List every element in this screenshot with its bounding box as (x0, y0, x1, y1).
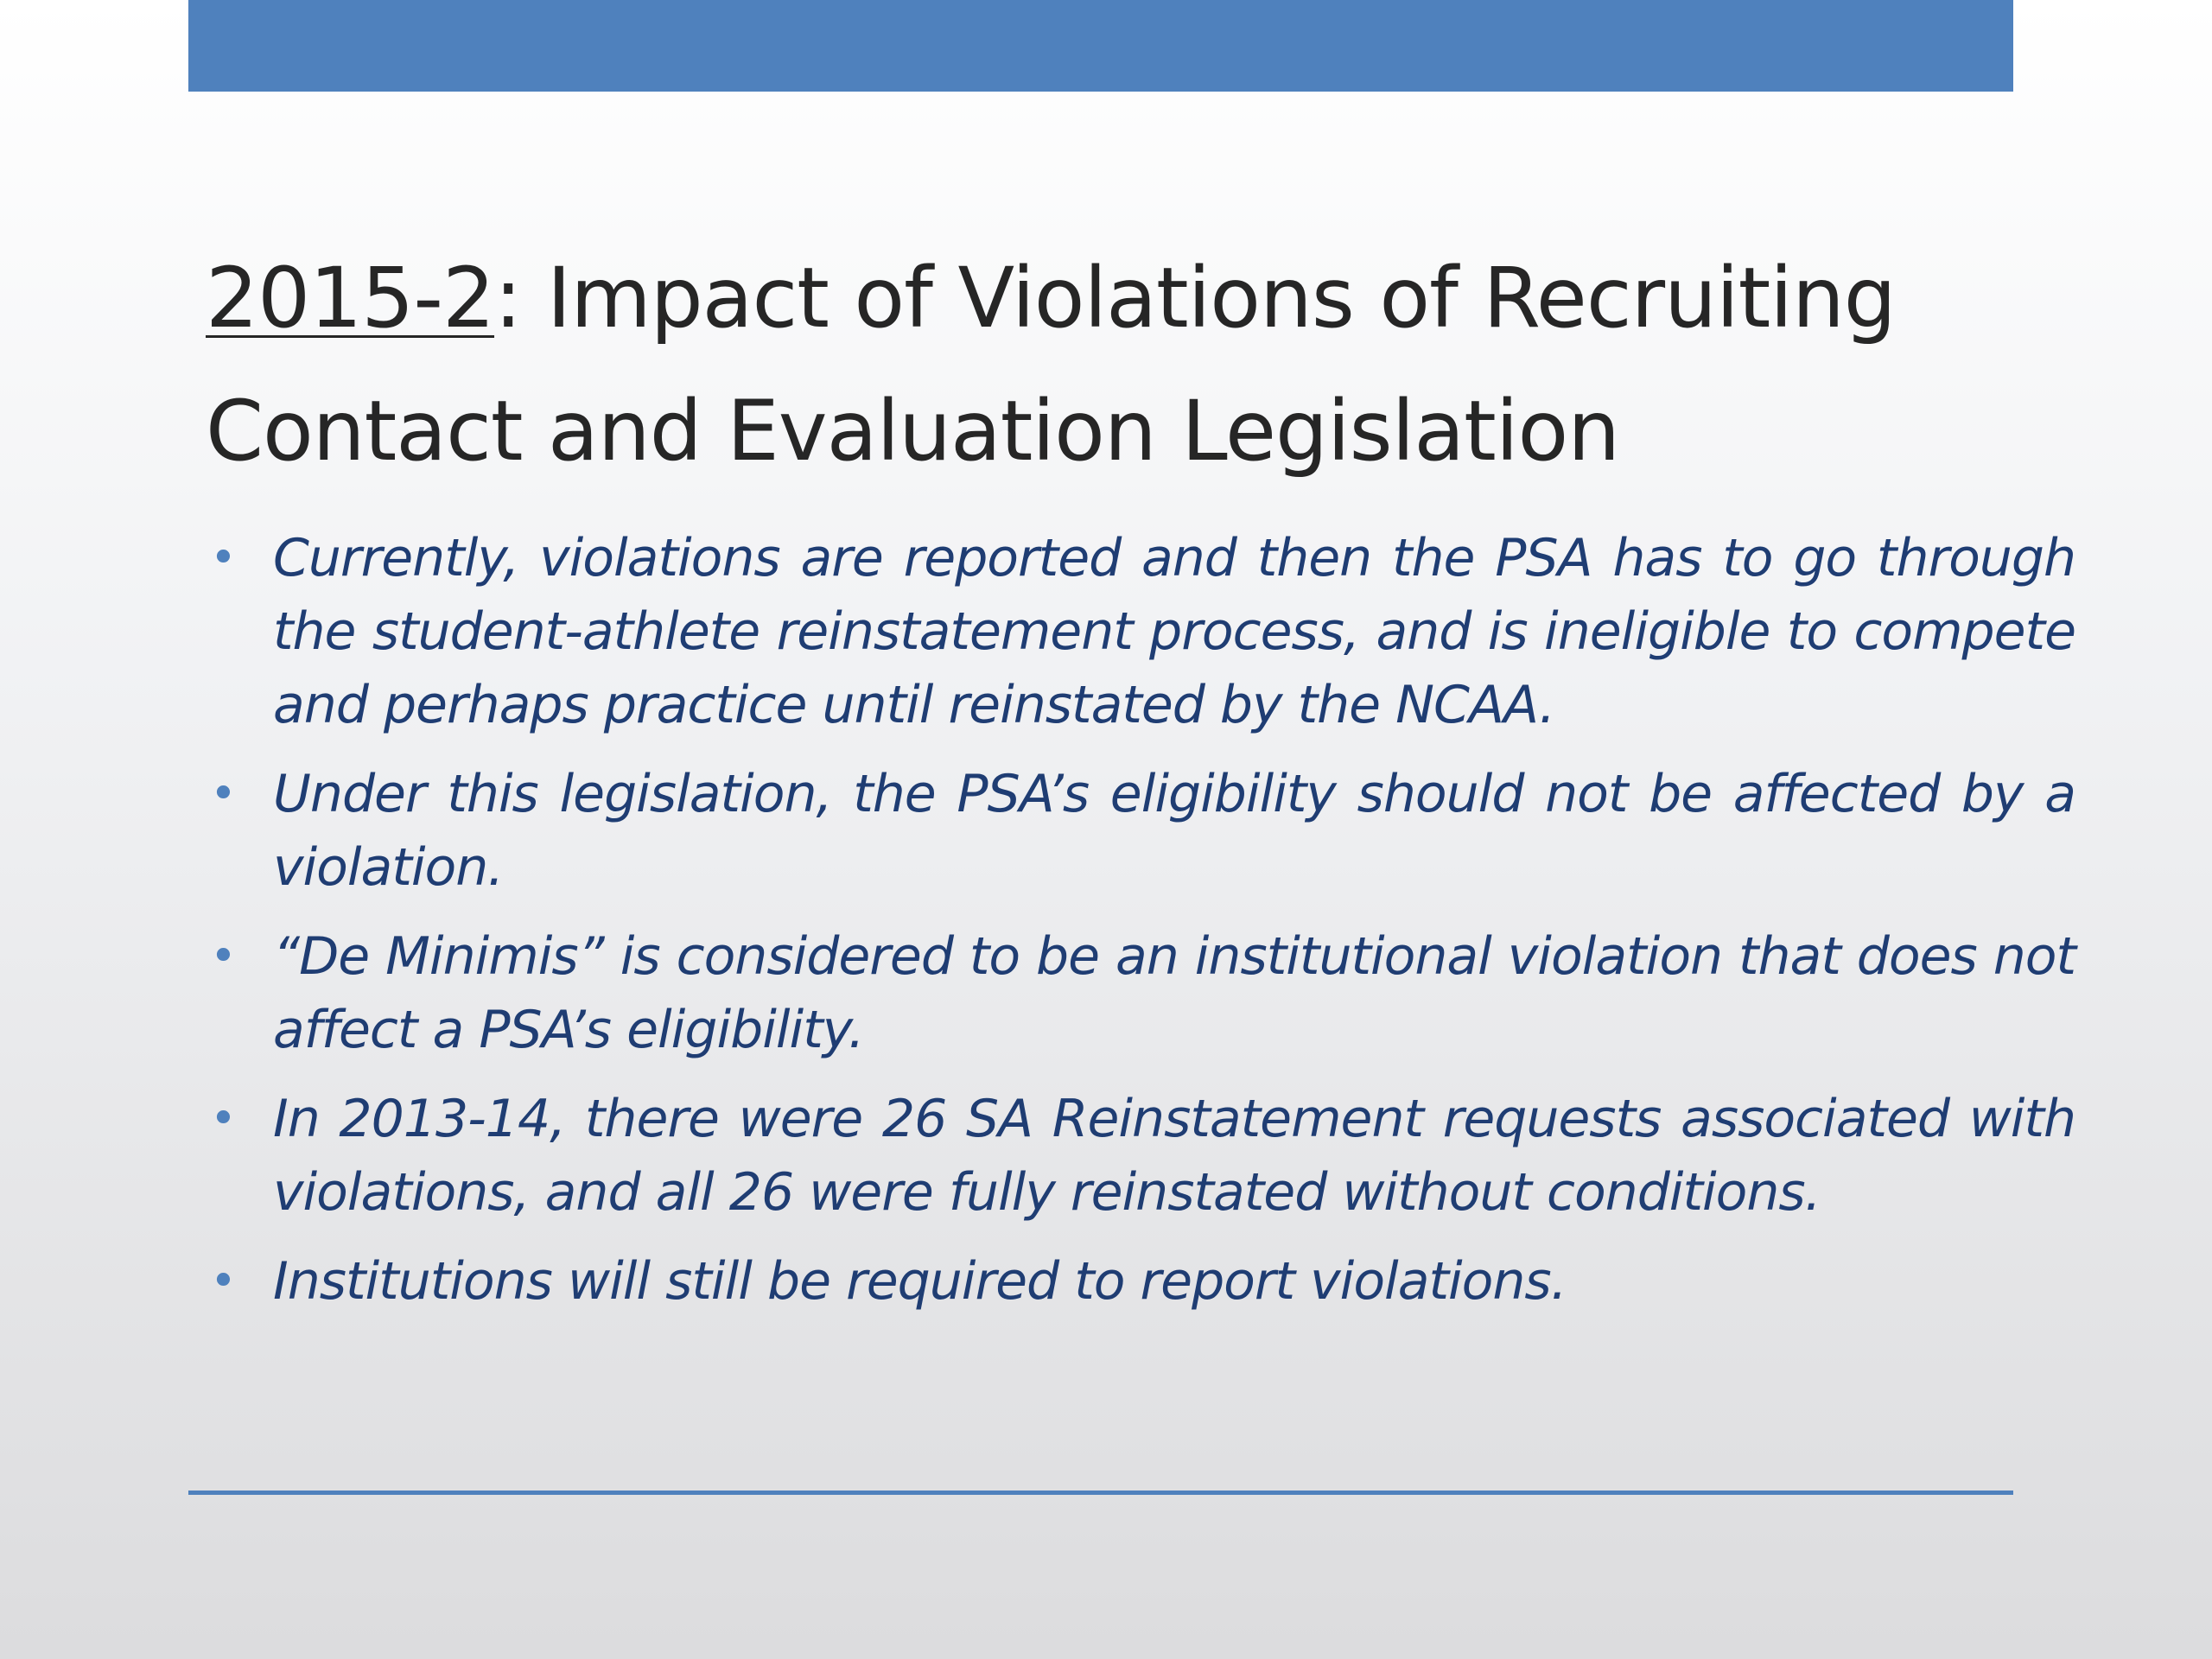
bullet-item (206, 758, 2075, 905)
bullet-item (206, 920, 2075, 1067)
bullet-icon: • (210, 931, 236, 982)
bullet-icon: • (210, 532, 236, 584)
slide-title (206, 232, 2141, 498)
bullet-icon: • (210, 768, 236, 820)
bullet-item (206, 1083, 2075, 1230)
bullet-text: “De Minimis” is considered to be an institutional violation that does not affect a PSA’s eligibility. (273, 926, 2075, 1060)
bullet-text: Institutions will still be required to report violations. (273, 1251, 1567, 1312)
bullet-text: Currently, violations are reported and then the PSA has to go through the student-athlete reinstatement process, and is ineligible to compete and perhaps practice until reinstated by the NCAA. (273, 528, 2075, 735)
bullet-icon: • (210, 1093, 236, 1145)
bullet-item (206, 1245, 2075, 1319)
bullet-text: In 2013-14, there were 26 SA Reinstatement requests associated with violations, and all 26 were fully reinstated without conditions. (273, 1089, 2075, 1223)
title-code-link[interactable]: 2015-2 (206, 250, 495, 346)
bullet-list (206, 522, 2075, 1334)
bottom-divider (188, 1491, 2013, 1495)
bullet-item (206, 522, 2075, 742)
title-text: : Impact of Violations of Recruiting Contact and Evaluation Legislation (206, 250, 1896, 480)
top-accent-bar (188, 0, 2013, 92)
bullet-text: Under this legislation, the PSA’s eligibility should not be affected by a violation. (273, 764, 2075, 898)
bullet-icon: • (210, 1255, 236, 1307)
